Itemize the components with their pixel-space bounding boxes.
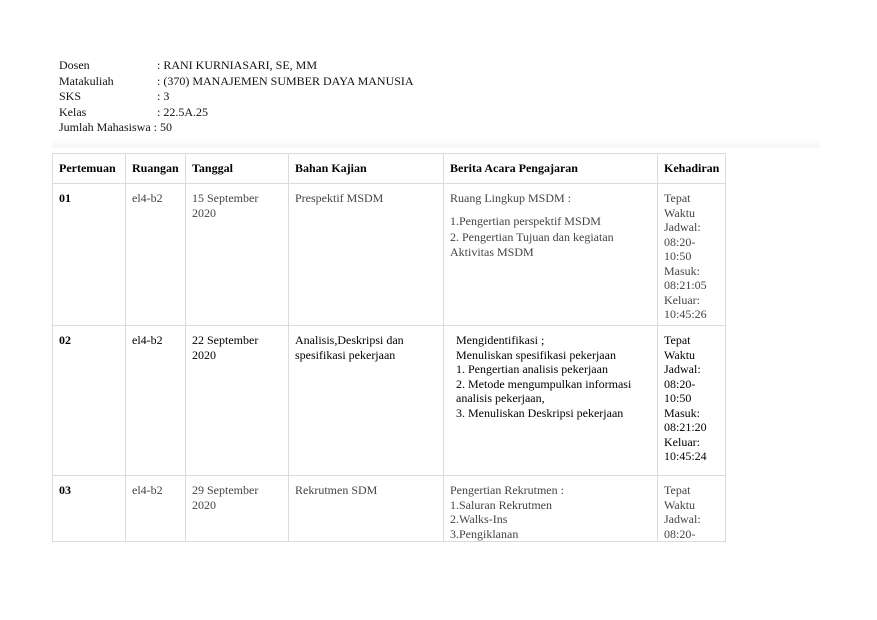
kehadiran-line: Waktu xyxy=(664,497,696,512)
berita-line: 3.Pengiklanan xyxy=(450,526,519,541)
matakuliah-value: : (370) MANAJEMEN SUMBER DAYA MANUSIA xyxy=(157,73,414,88)
matakuliah-row xyxy=(59,74,414,90)
kelas-value: : 22.5A.25 xyxy=(157,104,208,119)
kehadiran-line: Masuk: xyxy=(664,405,700,420)
jumlah-row xyxy=(59,120,414,136)
kehadiran-line: 08:21:05 xyxy=(664,278,707,292)
bahan-kajian-cell: Rekrutmen SDM xyxy=(289,476,444,542)
ruangan-cell: el4-b2 xyxy=(126,326,186,476)
berita-line: Pengertian Rekrutmen : xyxy=(450,483,564,497)
berita-line: 2. Metode mengumpulkan informasi analisis pekerjaan, xyxy=(456,376,632,405)
tanggal-cell: 15 September 2020 xyxy=(186,184,289,326)
kehadiran-line: Jadwal: xyxy=(664,220,701,234)
kehadiran-line: Tepat xyxy=(664,483,691,497)
kehadiran-cell xyxy=(658,476,726,542)
berita-line: 2.Walks-Ins xyxy=(450,512,508,526)
col-header-berita-acara: Berita Acara Pengajaran xyxy=(444,154,658,184)
sks-row xyxy=(59,89,414,105)
dosen-label: Dosen xyxy=(59,58,90,72)
kehadiran-line: Jadwal: xyxy=(664,512,701,526)
berita-line: Mengidentifikasi ; xyxy=(456,333,545,347)
kehadiran-line: 08:20- xyxy=(664,526,696,541)
kehadiran-cell xyxy=(658,184,726,326)
attendance-table xyxy=(52,153,726,542)
pertemuan-cell: 02 xyxy=(53,326,126,476)
kehadiran-line: Keluar: xyxy=(664,292,700,307)
kehadiran-line: Waktu xyxy=(664,347,696,362)
kehadiran-line: Keluar: xyxy=(664,434,700,449)
berita-line: 2. Pengertian Tujuan dan kegiatan Aktivitas MSDM xyxy=(450,230,614,259)
kehadiran-line: 08:20- xyxy=(664,376,696,391)
table-row xyxy=(53,184,726,326)
jumlah-value: : 50 xyxy=(153,120,172,134)
dosen-row xyxy=(59,58,414,74)
col-header-pertemuan: Pertemuan xyxy=(53,154,126,184)
dosen-value: : RANI KURNIASARI, SE, MM xyxy=(157,58,318,72)
berita-line: 1.Saluran Rekrutmen xyxy=(450,497,552,512)
sks-value: : 3 xyxy=(157,89,170,103)
course-info xyxy=(59,58,414,136)
berita-line: Menuliskan spesifikasi pekerjaan xyxy=(456,347,616,362)
pertemuan-cell: 01 xyxy=(53,184,126,326)
kehadiran-line: 10:50 xyxy=(664,391,692,405)
berita-acara-cell xyxy=(444,326,658,476)
kehadiran-line: Masuk: xyxy=(664,263,700,278)
divider xyxy=(52,138,820,148)
col-header-ruangan: Ruangan xyxy=(126,154,186,184)
berita-line: Ruang Lingkup MSDM : xyxy=(450,191,572,205)
berita-acara-cell xyxy=(444,184,658,326)
col-header-tanggal: Tanggal xyxy=(186,154,289,184)
kelas-label: Kelas xyxy=(59,104,87,119)
berita-line: 1. Pengertian analisis pekerjaan xyxy=(456,362,608,376)
kelas-row xyxy=(59,105,414,121)
kehadiran-line: Waktu xyxy=(664,205,696,220)
kehadiran-line: Tepat xyxy=(664,333,691,347)
matakuliah-label: Matakuliah xyxy=(59,73,114,88)
berita-line: 1.Pengertian perspektif MSDM xyxy=(450,213,601,228)
ruangan-cell: el4-b2 xyxy=(126,476,186,542)
jumlah-label: Jumlah Mahasiswa xyxy=(59,120,151,134)
kehadiran-line: Tepat xyxy=(664,191,691,205)
kehadiran-line: 08:21:20 xyxy=(664,420,707,434)
berita-line: 3. Menuliskan Deskripsi pekerjaan xyxy=(456,405,624,420)
table-row xyxy=(53,476,726,542)
bahan-kajian-cell: Prespektif MSDM xyxy=(289,184,444,326)
kehadiran-line: 10:45:26 xyxy=(664,307,707,321)
tanggal-cell: 29 September 2020 xyxy=(186,476,289,542)
kehadiran-line: 08:20- xyxy=(664,234,696,249)
tanggal-cell: 22 September 2020 xyxy=(186,326,289,476)
ruangan-cell: el4-b2 xyxy=(126,184,186,326)
sks-label: SKS xyxy=(59,89,82,103)
kehadiran-line: 10:45:24 xyxy=(664,449,707,463)
kehadiran-line: 10:50 xyxy=(664,249,692,263)
kehadiran-cell xyxy=(658,326,726,476)
table-row xyxy=(53,326,726,476)
col-header-bahan-kajian: Bahan Kajian xyxy=(289,154,444,184)
table-header-row xyxy=(53,154,726,184)
kehadiran-line: Jadwal: xyxy=(664,362,701,376)
bahan-kajian-cell: Analisis,Deskripsi dan spesifikasi pekerjaan xyxy=(289,326,444,476)
col-header-kehadiran: Kehadiran xyxy=(658,154,726,184)
berita-acara-cell xyxy=(444,476,658,542)
pertemuan-cell: 03 xyxy=(53,476,126,542)
